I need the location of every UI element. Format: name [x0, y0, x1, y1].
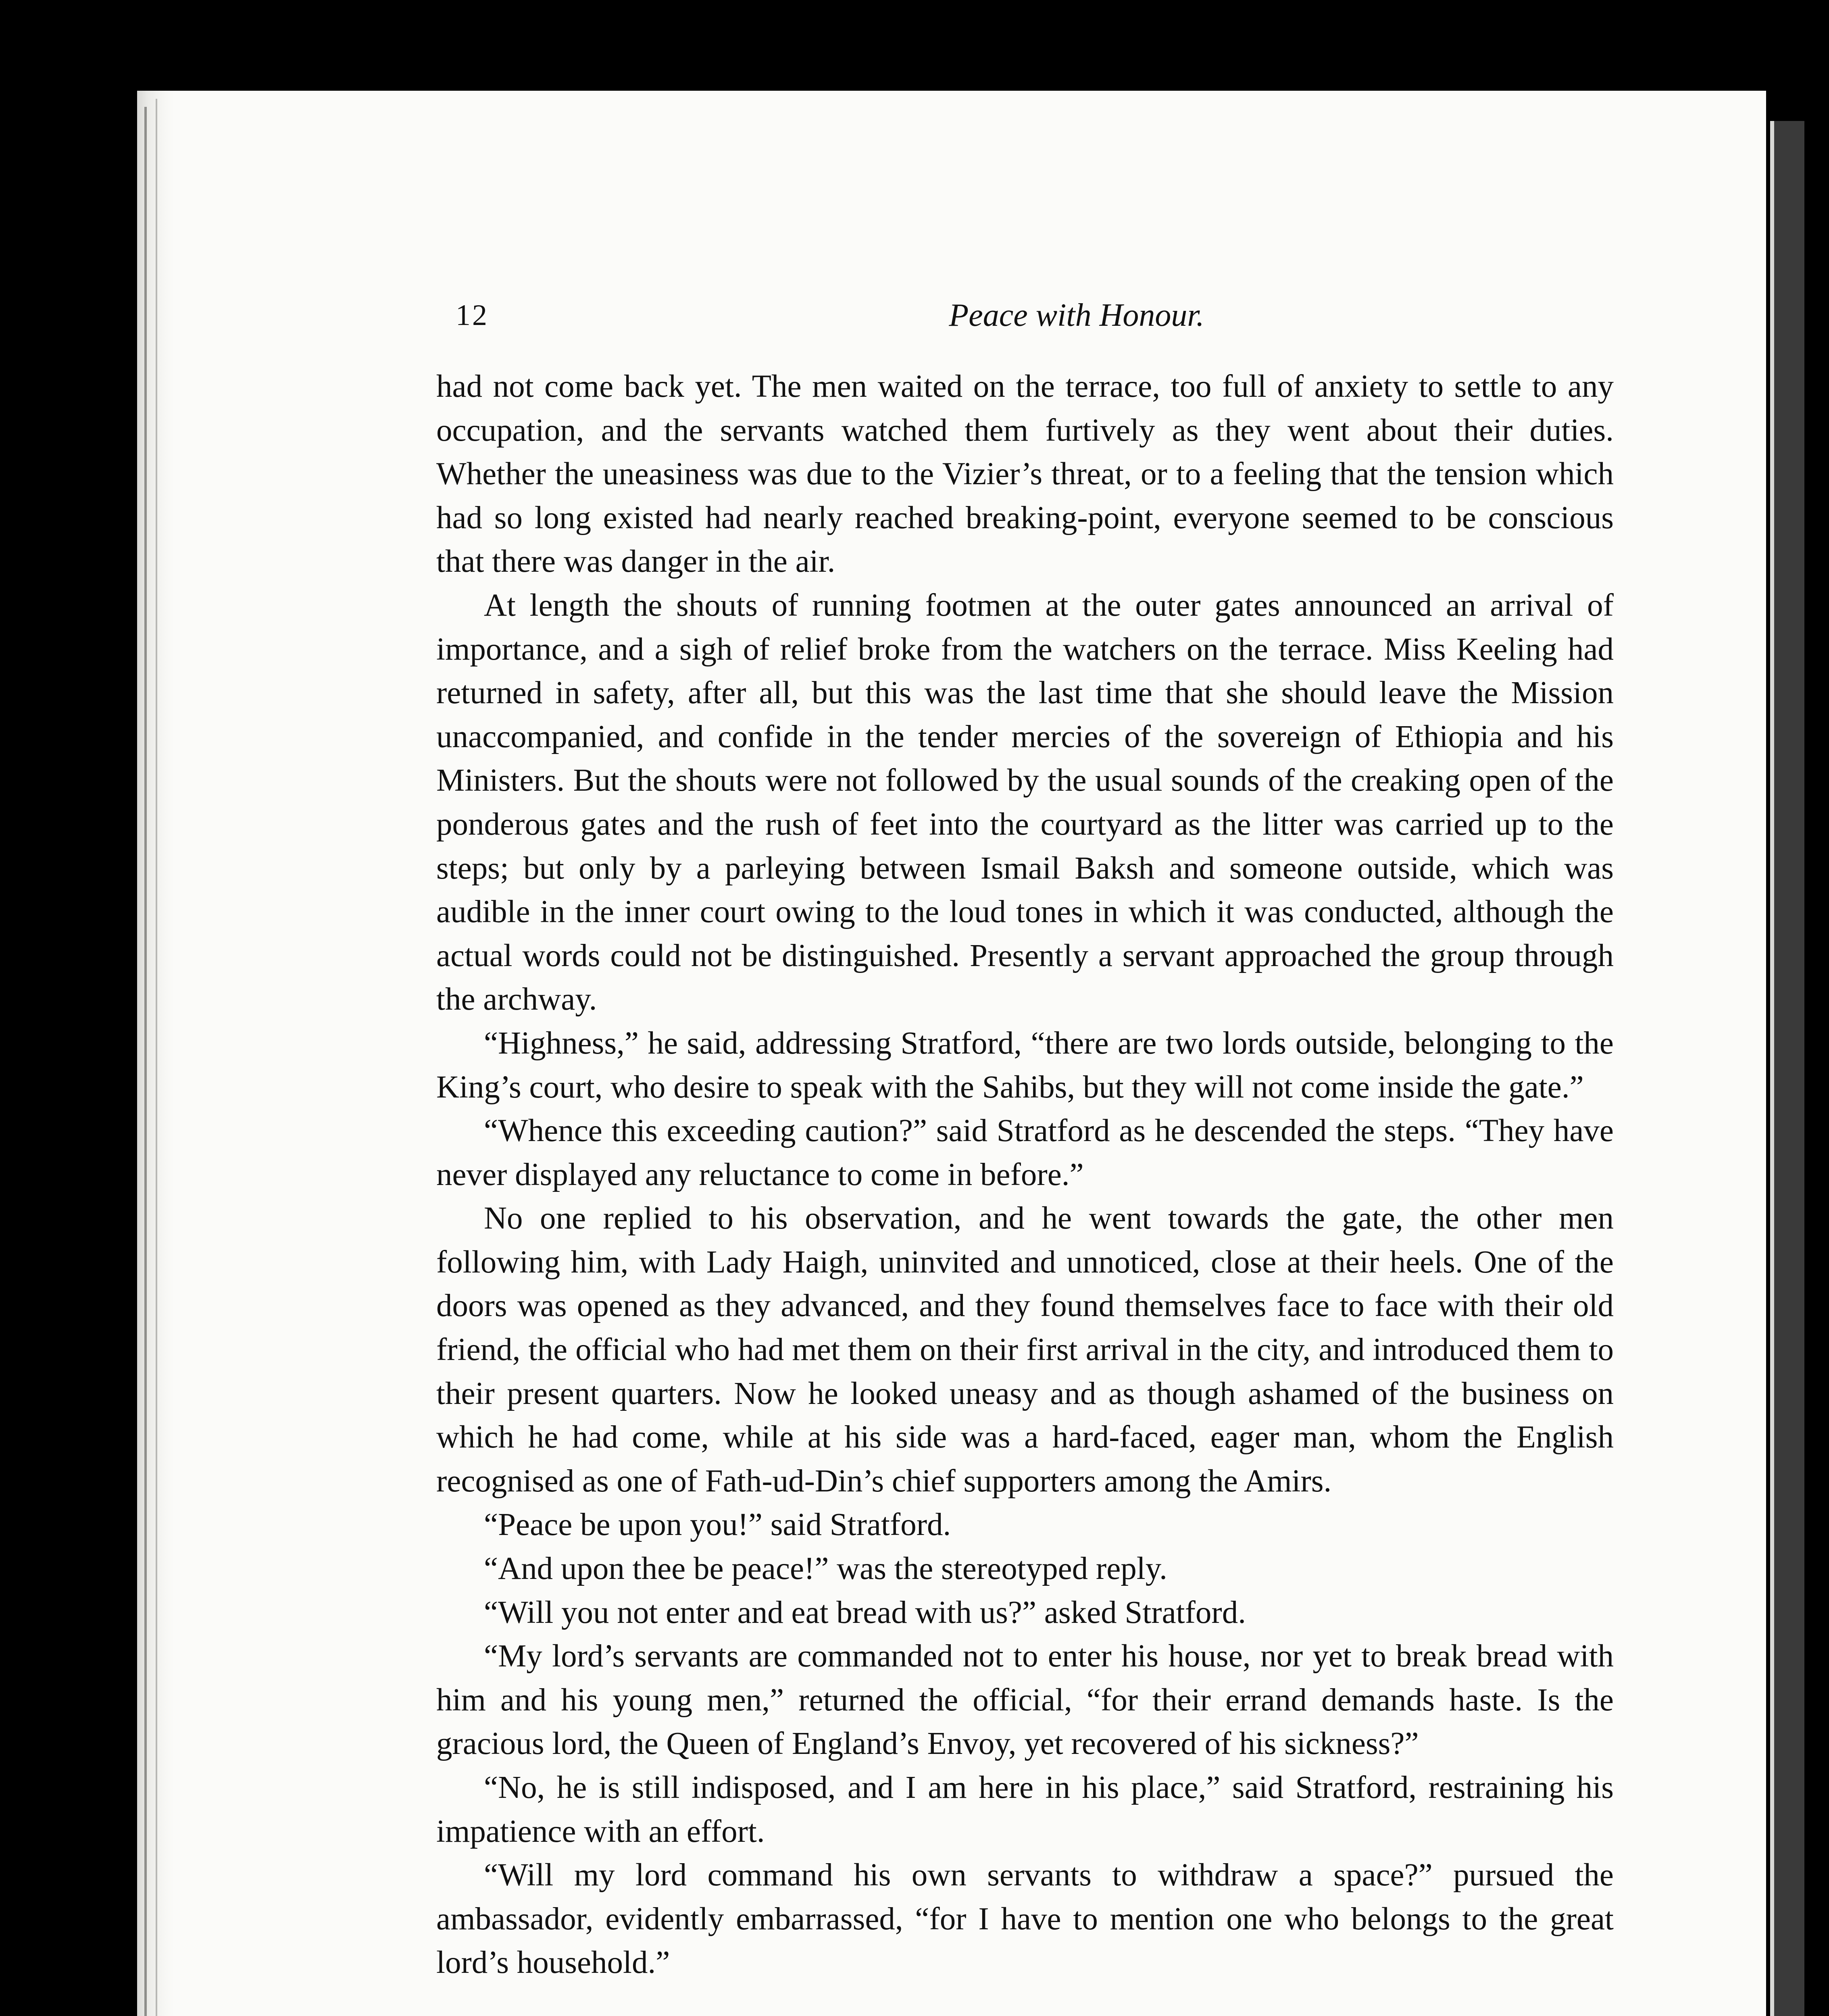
gutter-edge-line — [144, 107, 147, 2016]
paragraph: At length the shouts of running footmen at the outer gates announced an arrival of importance, and a sigh of relief broke from the watchers on the terrace. Miss Keeling had returned in safety, after all, but this was the last time that she should leave the Mission unaccompanied, and confide in the tender mercies of the sovereign of Ethiopia and his Ministers. But the shouts were not followed by the usual sounds of the creaking open of the ponderous gates and the rush of feet into the courtyard as the litter was carried up to the steps; but only by a parleying between Ismail Baksh and someone outside, which was audible in the inner court owing to the loud tones in which it was conducted, although the actual words could not be distinguished. Presently a servant approached the group through the archway. — [436, 587, 1614, 1017]
paragraph: “And upon thee be peace!” was the stereotyped reply. — [484, 1551, 1167, 1587]
page-gutter — [137, 91, 173, 2016]
paragraph: “Highness,” he said, addressing Stratford, “there are two lords outside, belonging to the King’s court, who desire to speak with the Sahibs, but they will not come inside the gate.” — [436, 1025, 1614, 1105]
paragraph: No one replied to his observation, and he went towards the gate, the other men following him, with Lady Haigh, uninvited and unnoticed, close at their heels. One of the doors was opened as they advanced, and they found themselves face to face with their old friend, the official who had met them on their first arrival in the city, and introduced them to their present quarters. Now he looked uneasy and as though ashamed of the business on which he had come, while at his side was a hard-faced, eager man, whom the English recognised as one of Fath-ud-Din’s chief supporters among the Amirs. — [436, 1201, 1614, 1499]
running-head — [456, 295, 1698, 352]
paragraph: “Whence this exceeding caution?” said Stratford as he descended the steps. “They have never displayed any reluctance to come in before.” — [436, 1113, 1614, 1192]
paragraph: “Will my lord command his own servants to withdraw a space?” pursued the ambassador, evidently embarrassed, “for I have to mention one who belongs to the great lord’s household.” — [436, 1858, 1614, 1981]
book-page — [137, 91, 1766, 2016]
gutter-edge-line — [156, 99, 157, 2016]
paragraph: “My lord’s servants are commanded not to enter his house, nor yet to break bread with him and his young men,” returned the official, “for their errand demands haste. Is the gracious lord, the Queen of England’s Envoy, yet recovered of his sickness?” — [436, 1639, 1614, 1762]
page-number: 12 — [456, 299, 489, 332]
facing-page-edge — [1770, 121, 1804, 2016]
body-text — [436, 365, 1614, 1985]
paragraph: “Will you not enter and eat bread with us?” asked Stratford. — [484, 1595, 1246, 1630]
paragraph: “Peace be upon you!” said Stratford. — [484, 1507, 951, 1543]
paragraph: had not come back yet. The men waited on the terrace, too full of anxiety to settle to any occupation, and the servants watched them furtively as they went about their duties. Whether the uneasiness was due to the Vizier’s threat, or to a feeling that the tension which had so long existed had nearly reached breaking-point, everyone seemed to be conscious that there was danger in the air. — [436, 369, 1614, 579]
running-head-title: Peace with Honour. — [949, 298, 1204, 333]
paragraph: “No, he is still indisposed, and I am here in his place,” said Stratford, restraining his impatience with an effort. — [436, 1770, 1614, 1849]
